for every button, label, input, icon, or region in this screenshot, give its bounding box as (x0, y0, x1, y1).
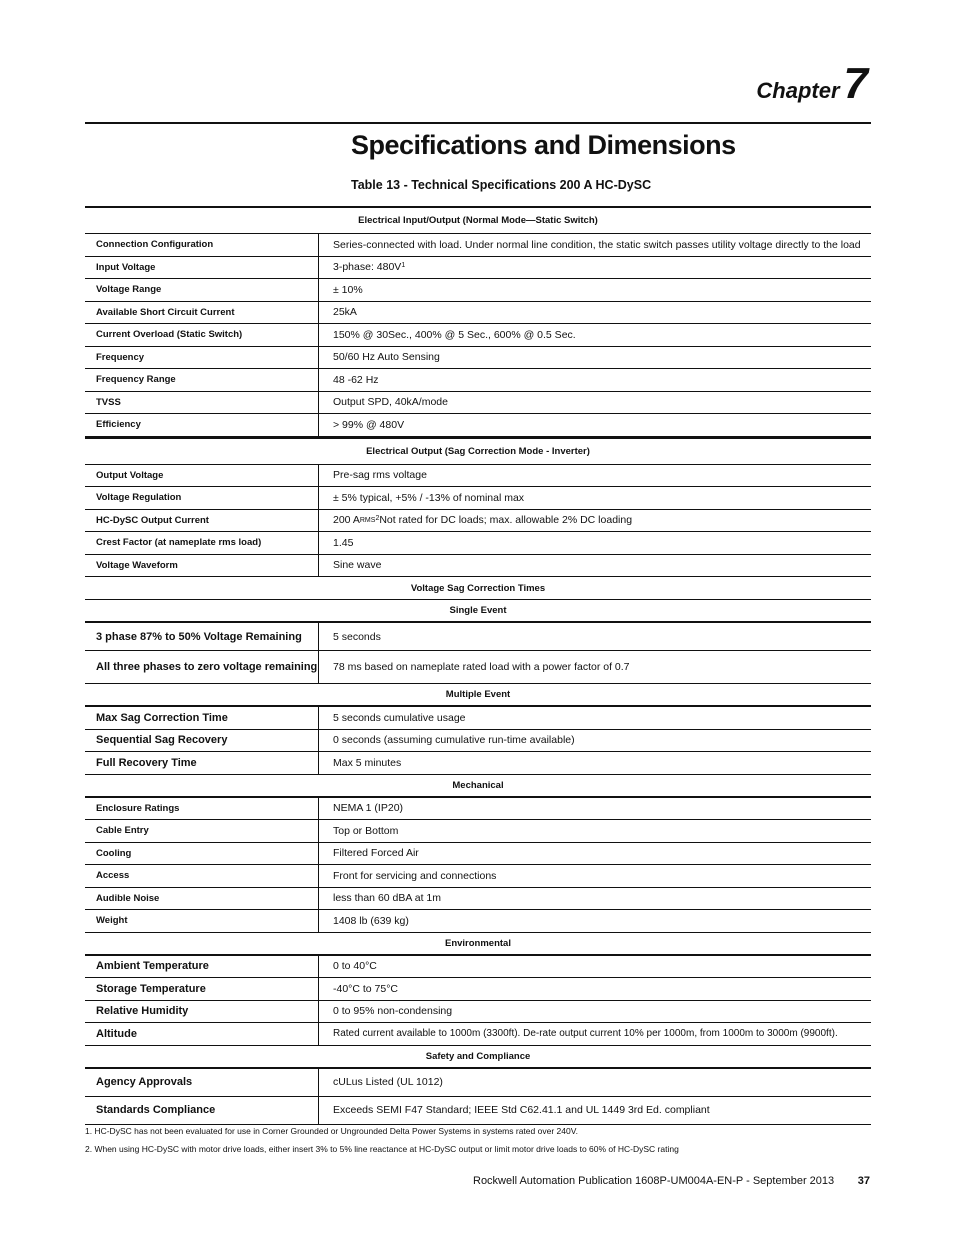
row-label: Access (85, 865, 319, 887)
table-row (85, 1001, 871, 1024)
table-row (85, 302, 871, 325)
table-row (85, 324, 871, 347)
footnotes (85, 1122, 679, 1158)
row-label: Voltage Range (85, 279, 319, 301)
row-label: Crest Factor (at nameplate rms load) (85, 532, 319, 554)
footnote: 1. HC-DySC has not been evaluated for use in Corner Grounded or Ungrounded Delta Power Systems in systems rated over 240V. (85, 1126, 578, 1136)
table-row (85, 651, 871, 684)
table-row (85, 843, 871, 866)
row-label: Agency Approvals (85, 1069, 319, 1096)
value-text: Not rated for DC loads; max. allowable 2% DC loading (379, 514, 633, 527)
row-value: ± 10% (333, 283, 363, 296)
table-row (85, 487, 871, 510)
row-label: Relative Humidity (85, 1001, 319, 1023)
section-header: Electrical Input/Output (Normal Mode—Static Switch) (85, 206, 871, 234)
row-label: Enclosure Ratings (85, 798, 319, 820)
row-value: 1.45 (333, 536, 354, 549)
section-header: Mechanical (85, 775, 871, 798)
row-label: Output Voltage (85, 465, 319, 487)
row-label: Sequential Sag Recovery (85, 730, 319, 752)
row-label: Altitude (85, 1023, 319, 1045)
table-caption: Table 13 - Technical Specifications 200 A HC-DySC (351, 178, 652, 192)
value-text: 200 A (333, 514, 360, 527)
row-value (319, 510, 871, 532)
row-label: Voltage Regulation (85, 487, 319, 509)
table-row (85, 820, 871, 843)
row-label: Frequency Range (85, 369, 319, 391)
row-value: NEMA 1 (IP20) (333, 802, 404, 815)
table-row (85, 1097, 871, 1125)
row-label: Efficiency (85, 414, 319, 436)
section-header: Safety and Compliance (85, 1046, 871, 1069)
footnote: 2. When using HC-DySC with motor drive loads, either insert 3% to 5% line reactance at HC-DySC output or limit motor drive loads to 60% of HC-DySC rating (85, 1144, 679, 1154)
table-row (85, 623, 871, 651)
row-value: 5 seconds (333, 630, 381, 643)
table-row (85, 1069, 871, 1097)
section-header: Environmental (85, 933, 871, 956)
chapter-heading (756, 59, 868, 108)
row-value: 150% @ 30Sec., 400% @ 5 Sec., 600% @ 0.5 Sec. (333, 328, 576, 341)
table-row (85, 279, 871, 302)
table-row (85, 369, 871, 392)
row-label: HC-DySC Output Current (85, 510, 319, 532)
row-label: TVSS (85, 392, 319, 414)
row-label: Ambient Temperature (85, 956, 319, 978)
page-title: Specifications and Dimensions (351, 130, 736, 160)
row-value: Pre-sag rms voltage (333, 469, 427, 482)
table-row (85, 347, 871, 370)
table-row (85, 234, 871, 257)
table-row (85, 707, 871, 730)
row-value: ± 5% typical, +5% / -13% of nominal max (333, 491, 525, 504)
row-value (319, 257, 871, 279)
row-label: Connection Configuration (85, 234, 319, 256)
rms-subscript: RMS (359, 516, 376, 524)
table-row (85, 392, 871, 415)
section-header: Electrical Output (Sag Correction Mode - Inverter) (85, 437, 871, 465)
table-row (85, 1023, 871, 1046)
row-label: Input Voltage (85, 257, 319, 279)
row-label: Max Sag Correction Time (85, 707, 319, 729)
row-label: Available Short Circuit Current (85, 302, 319, 324)
row-label: Voltage Waveform (85, 555, 319, 577)
row-label: Current Overload (Static Switch) (85, 324, 319, 346)
row-value: 0 to 95% non-condensing (333, 1005, 453, 1018)
row-value: 5 seconds cumulative usage (333, 711, 466, 724)
row-value: Series-connected with load. Under normal line condition, the static switch passes utility voltage directly to the load (333, 238, 861, 251)
row-value: Exceeds SEMI F47 Standard; IEEE Std C62.41.1 and UL 1449 3rd Ed. compliant (333, 1104, 710, 1116)
row-label: Frequency (85, 347, 319, 369)
subsection-header: Multiple Event (85, 684, 871, 707)
table-row (85, 865, 871, 888)
publication-footer: Rockwell Automation Publication 1608P-UM004A-EN-P - September 2013 (473, 1175, 835, 1187)
table-row (85, 978, 871, 1001)
subsection-header: Single Event (85, 600, 871, 623)
row-label: Full Recovery Time (85, 752, 319, 774)
table-row (85, 956, 871, 979)
row-value: Filtered Forced Air (333, 847, 419, 860)
row-value: cULus Listed (UL 1012) (333, 1076, 443, 1088)
chapter-number: 7 (843, 59, 868, 108)
table-row (85, 510, 871, 533)
row-label: 3 phase 87% to 50% Voltage Remaining (85, 623, 319, 650)
table-row (85, 888, 871, 911)
spec-table (85, 206, 871, 1125)
page-number: 37 (857, 1175, 870, 1187)
table-row (85, 532, 871, 555)
footnote-ref: 2 (375, 514, 380, 522)
table-row (85, 555, 871, 578)
row-value: Rated current available to 1000m (3300ft). De-rate output current 10% per 1000m, from 1000m to 3000m (9900ft). (333, 1028, 838, 1040)
row-value: Top or Bottom (333, 824, 399, 837)
row-value: 0 to 40°C (333, 960, 377, 973)
table-row (85, 798, 871, 821)
table-row (85, 730, 871, 753)
row-value: 48 -62 Hz (333, 373, 379, 386)
row-value: -40°C to 75°C (333, 982, 399, 995)
row-label: Cable Entry (85, 820, 319, 842)
row-label: Storage Temperature (85, 978, 319, 1000)
row-value: Output SPD, 40kA/mode (333, 396, 448, 409)
row-label: Audible Noise (85, 888, 319, 910)
value-text: 3-phase: 480V (333, 261, 402, 274)
row-value: less than 60 dBA at 1m (333, 892, 441, 905)
section-header: Voltage Sag Correction Times (85, 577, 871, 600)
row-value: > 99% @ 480V (333, 418, 405, 431)
table-row (85, 752, 871, 775)
row-value: 1408 lb (639 kg) (333, 914, 409, 927)
row-value: 25kA (333, 306, 357, 319)
table-row (85, 257, 871, 280)
row-label: All three phases to zero voltage remaining (85, 651, 319, 683)
table-row (85, 414, 871, 437)
table-row (85, 465, 871, 488)
row-value: 78 ms based on nameplate rated load with a power factor of 0.7 (333, 661, 630, 673)
row-label: Standards Compliance (85, 1097, 319, 1124)
chapter-rule (85, 122, 871, 124)
row-label: Weight (85, 910, 319, 932)
row-value: 50/60 Hz Auto Sensing (333, 351, 440, 364)
table-row (85, 910, 871, 933)
row-value: Sine wave (333, 559, 382, 572)
row-value: Max 5 minutes (333, 756, 402, 769)
footnote-ref: 1 (401, 261, 406, 269)
row-label: Cooling (85, 843, 319, 865)
row-value: Front for servicing and connections (333, 869, 497, 882)
row-value: 0 seconds (assuming cumulative run-time available) (333, 734, 575, 747)
chapter-word: Chapter (756, 78, 840, 103)
